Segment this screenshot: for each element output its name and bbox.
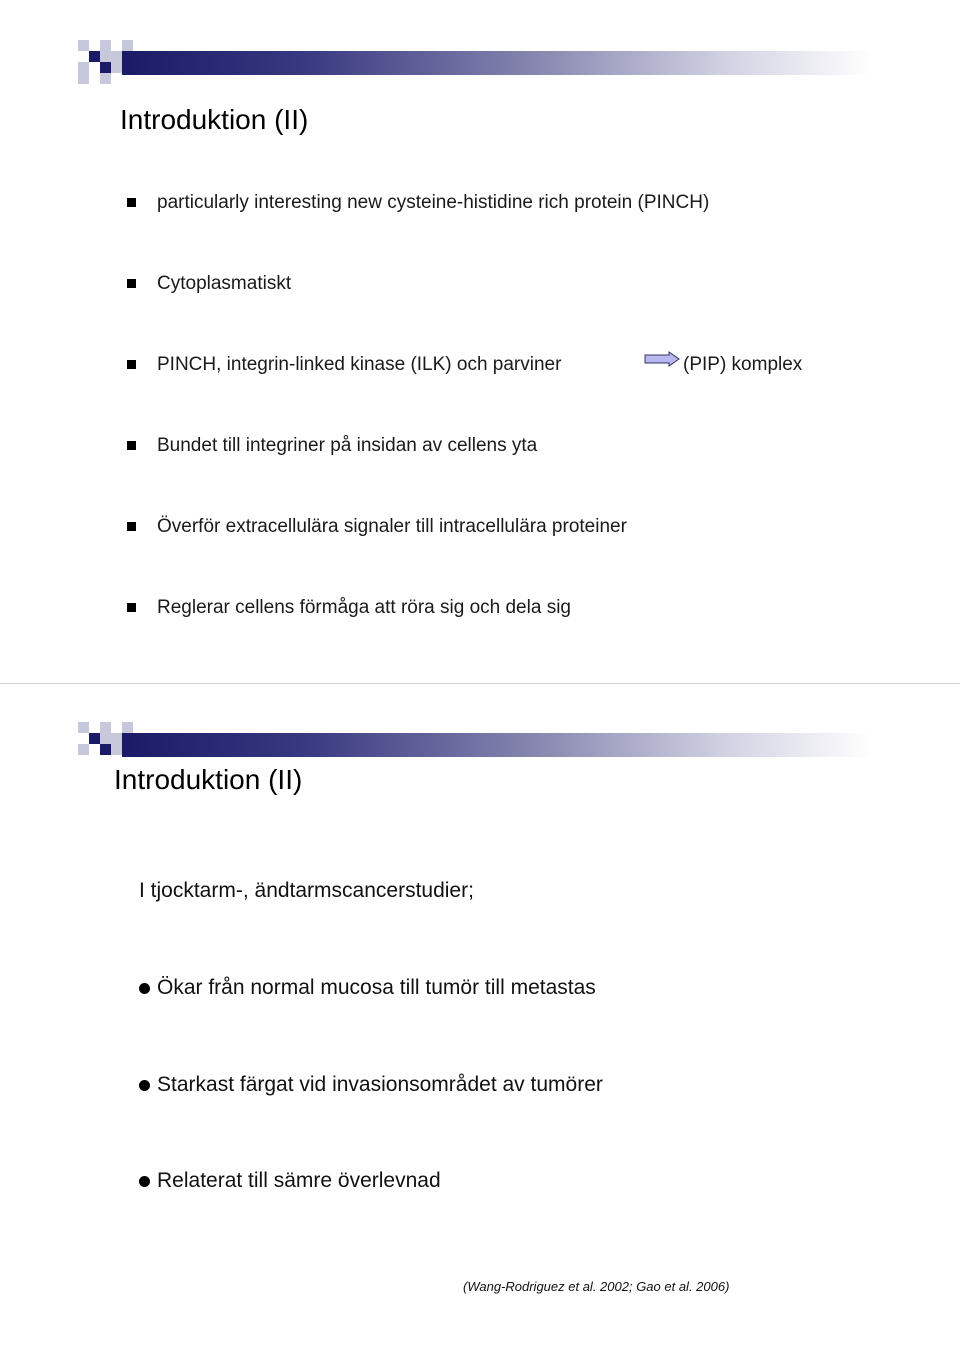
- slide-1: Introduktion (II) particularly interesting new cysteine-histidine rich protein (PINCH) Cytoplasmatiskt PINCH, integrin-linked kinase (ILK) och parviner Bundet till integriner på insidan av cellens yta Överför extracellulära signaler till intracellulära proteiner Reglerar cellens förmåga att röra sig och dela sig (PIP) komplex: [0, 0, 960, 684]
- intro-text: I tjocktarm-, ändtarmscancerstudier;: [139, 879, 474, 902]
- round-bullet-icon: [139, 983, 150, 994]
- round-bullet-icon: [139, 1176, 150, 1187]
- list-item: Relaterat till sämre överlevnad: [157, 1169, 441, 1192]
- complex-label: (PIP) komplex: [683, 354, 803, 375]
- right-arrow-icon: [644, 351, 680, 367]
- square-bullet-icon: [127, 198, 136, 207]
- square-bullet-icon: [127, 360, 136, 369]
- square-bullet-icon: [127, 522, 136, 531]
- square-bullet-icon: [127, 279, 136, 288]
- slide-header-decoration: [0, 0, 960, 100]
- list-item: Ökar från normal mucosa till tumör till metastas: [157, 976, 596, 999]
- square-bullet-icon: [127, 603, 136, 612]
- reference-citation: (Wang-Rodriguez et al. 2002; Gao et al. 2006): [463, 1279, 730, 1294]
- slide-2: [0, 684, 960, 1367]
- list-item: Starkast färgat vid invasionsområdet av tumörer: [157, 1073, 603, 1096]
- slide-title: Introduktion (II): [120, 104, 309, 135]
- slide-title: Introduktion (II): [114, 764, 303, 795]
- round-bullet-icon: [139, 1080, 150, 1091]
- square-bullet-icon: [127, 441, 136, 450]
